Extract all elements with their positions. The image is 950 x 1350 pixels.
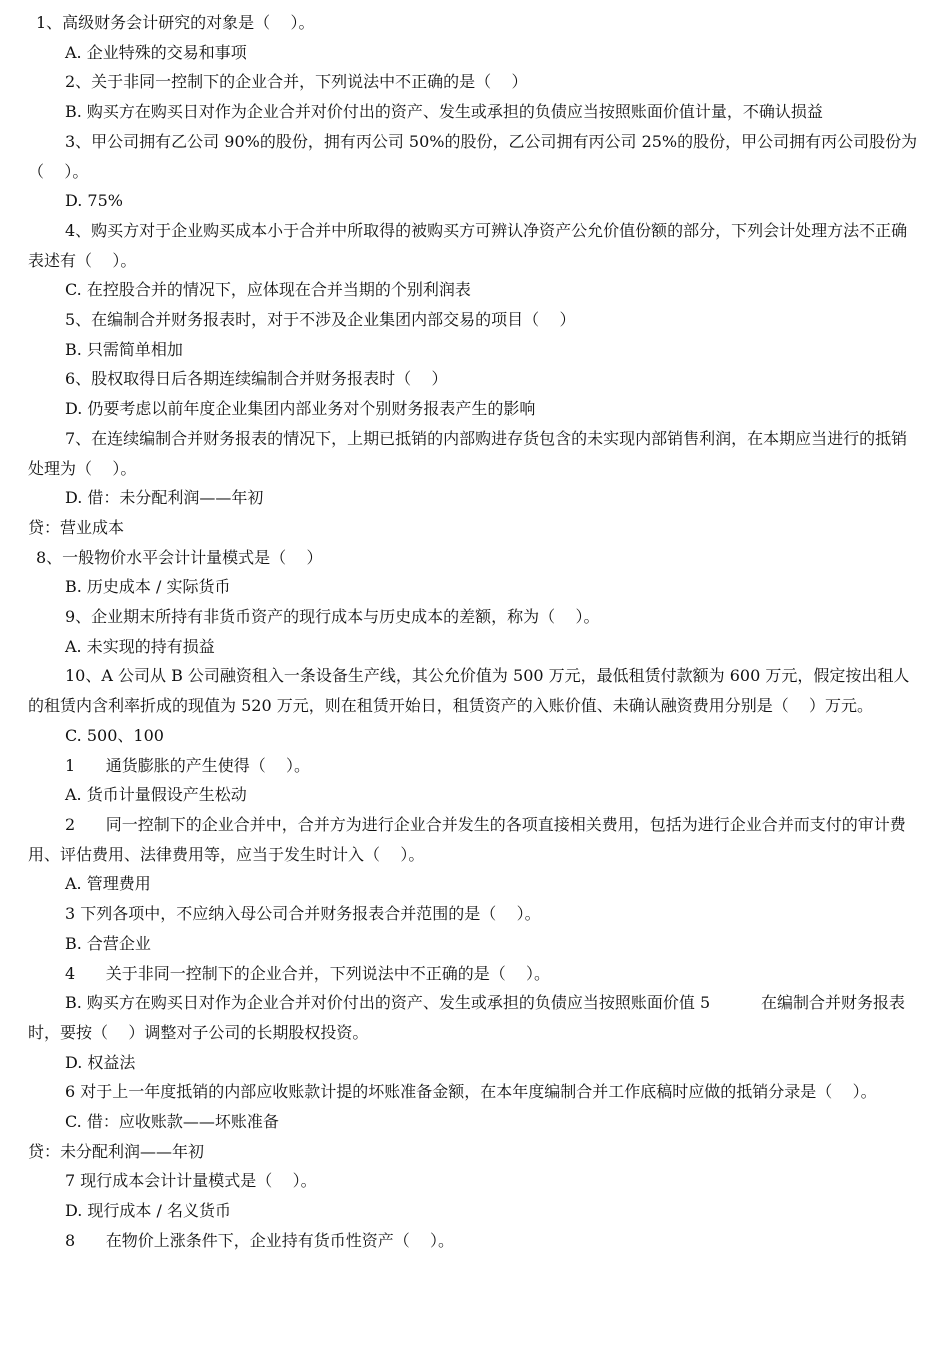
question-2: 2、关于非同一控制下的企业合并，下列说法中不正确的是（ ） [65,72,528,92]
question-b6: 6 对于上一年度抵销的内部应收账款计提的坏账准备金额，在本年度编制合并工作底稿时应做的抵销分录是（ ）。 [65,1082,877,1102]
question-5: 5、在编制合并财务报表时，对于不涉及企业集团内部交易的项目（ ） [65,310,576,330]
answer-10: C. 500、100 [65,725,164,745]
answer-b1: A. 货币计量假设产生松动 [65,785,247,805]
question-b2: 2 同一控制下的企业合并中，合并方为进行企业合并发生的各项直接相关费用，包括为进行企业合并而支付的审计费用、评估费用、法律费用等，应当于发生时计入（ ）。 [28,814,906,864]
question-b1: 1 通货膨胀的产生使得（ ）。 [65,755,311,775]
question-b4: 4 关于非同一控制下的企业合并，下列说法中不正确的是（ ）。 [65,963,551,983]
question-b8: 8 在物价上涨条件下，企业持有货币性资产（ ）。 [65,1230,455,1250]
answer-9: A. 未实现的持有损益 [65,636,215,656]
answer-b6-debit: C. 借：应收账款——坏账准备 [65,1112,279,1132]
answer-b7: D. 现行成本 / 名义货币 [65,1201,231,1221]
question-8: 8、一般物价水平会计计量模式是（ ） [36,547,323,567]
question-b3: 3 下列各项中，不应纳入母公司合并财务报表合并范围的是（ ）。 [65,904,541,924]
answer-b4-question-b5: B. 购买方在购买日对作为企业合并对价付出的资产、发生或承担的负债应当按照账面价值 5 在编制合并财务报表时，要按（ ）调整对子公司的长期股权投资。 [28,993,906,1042]
answer-6: D. 仍要考虑以前年度企业集团内部业务对个别财务报表产生的影响 [65,399,536,419]
question-7: 7、在连续编制合并财务报表的情况下，上期已抵销的内部购进存货包含的未实现内部销售利润，在本期应当进行的抵销处理为（ ）。 [28,428,908,478]
question-9: 9、企业期末所持有非货币资产的现行成本与历史成本的差额，称为（ ）。 [65,607,600,627]
answer-7-credit: 贷：营业成本 [28,517,125,537]
answer-b5: D. 权益法 [65,1052,136,1072]
answer-b6-credit: 贷：未分配利润——年初 [28,1141,205,1161]
answer-1: A. 企业特殊的交易和事项 [65,42,247,62]
answer-4: C. 在控股合并的情况下，应体现在合并当期的个别利润表 [65,280,471,300]
answer-3: D. 75% [65,191,123,211]
question-10: 10、A 公司从 B 公司融资租入一条设备生产线，其公允价值为 500 万元，最低租赁付款额为 600 万元，假定按出租人的租赁内含利率折成的现值为 520 万元，则在租赁开始日，租赁资产的入账价值、未确认融资费用分别是（ ）万元。 [28,666,910,716]
answer-5: B. 只需简单相加 [65,339,183,359]
answer-8: B. 历史成本 / 实际货币 [65,577,231,597]
question-6: 6、股权取得日后各期连续编制合并财务报表时（ ） [65,369,448,389]
question-4: 4、购买方对于企业购买成本小于合并中所取得的被购买方可辨认净资产公允价值份额的部分，下列会计处理方法不正确表述有（ ）。 [28,220,908,270]
answer-7-debit: D. 借：未分配利润——年初 [65,488,264,508]
question-1: 1、高级财务会计研究的对象是（ ）。 [36,13,315,32]
question-3: 3、甲公司拥有乙公司 90%的股份，拥有丙公司 50%的股份，乙公司拥有丙公司 25%的股份，甲公司拥有丙公司股份为（ ）。 [28,131,918,181]
answer-b2: A. 管理费用 [65,874,151,894]
answer-2: B. 购买方在购买日对作为企业合并对价付出的资产、发生或承担的负债应当按照账面价值计量，不确认损益 [65,102,823,122]
answer-b3: B. 合营企业 [65,933,151,953]
question-b7: 7 现行成本会计计量模式是（ ）。 [65,1171,317,1191]
